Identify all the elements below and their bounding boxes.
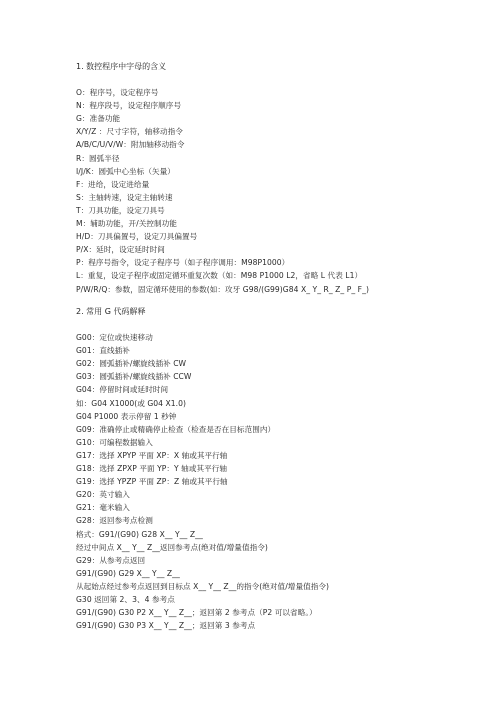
text-line: A/B/C/U/V/W：附加轴移动指令 — [76, 140, 185, 150]
text-line: P：程序号指令，设定子程序号（如子程序调用：M98P1000） — [76, 258, 290, 268]
text-line: O：程序号，设定程序号 — [76, 88, 159, 98]
text-line: G00：定位或快速移动 — [76, 333, 153, 343]
text-line: G28：返回参考点检测 — [76, 516, 153, 526]
text-line: G04：停留时间或延时时间 — [76, 385, 169, 395]
section-heading: 1. 数控程序中字母的含义 — [76, 62, 167, 71]
text-line: G17：选择 XPYP 平面 XP：X 轴或其平行轴 — [76, 450, 228, 460]
text-line: P/W/R/Q：参数，固定循环使用的参数(如：攻牙 G98/(G99)G84 X_ Y_ R_ Z_ P_ F_) — [76, 284, 369, 294]
text-line: G19：选择 YPZP 平面 ZP：Z 轴或其平行轴 — [76, 477, 228, 487]
text-line: 如：G04 X1000(或 G04 X1.0) — [76, 398, 186, 408]
text-line: G20：英寸输入 — [76, 490, 130, 500]
text-line: H/D：刀具偏置号，设定刀具偏置号 — [76, 232, 198, 242]
text-line: N：程序段号，设定程序顺序号 — [76, 101, 182, 111]
text-line: G02：圆弧插补/螺旋线插补 CW — [76, 359, 187, 369]
section-heading: 2. 常用 G 代码解释 — [76, 307, 146, 316]
text-line: G01：直线插补 — [76, 346, 130, 356]
text-line: G21：毫米输入 — [76, 503, 130, 513]
text-line: X/Y/Z ：尺寸字符，轴移动指令 — [76, 127, 183, 137]
text-line: G09：准确停止或精确停止检查（检查是否在目标范围内） — [76, 424, 276, 434]
spacer — [76, 318, 456, 331]
text-line: G30 返回第 2、3、4 参考点 — [76, 594, 175, 604]
text-line: G03：圆弧插补/螺旋线插补 CCW — [76, 372, 192, 382]
text-line: M：辅助功能，开/关控制功能 — [76, 219, 177, 229]
text-line: G91/(G90) G29 X__ Y__ Z__ — [76, 568, 180, 578]
text-line: L：重复，设定子程序或固定循环重复次数（如：M98 P1000 L2，省略 L 代表 L1） — [76, 271, 363, 281]
text-line: 经过中间点 X__ Y__ Z__返回参考点(绝对值/增量值指令) — [76, 542, 268, 552]
text-line: G：准备功能 — [76, 114, 121, 124]
text-line: S：主轴转速，设定主轴转速 — [76, 192, 173, 202]
text-line: 格式：G91/(G90) G28 X__ Y__ Z__ — [76, 529, 203, 539]
text-line: T：刀具功能，设定刀具号 — [76, 205, 165, 215]
text-line: G91/(G90) G30 P2 X__ Y__ Z__；返回第 2 参考点（P2 可以省略。） — [76, 608, 317, 618]
text-line: P/X：延时，设定延时时间 — [76, 245, 165, 255]
text-line: G18：选择 ZPXP 平面 YP：Y 轴或其平行轴 — [76, 464, 228, 474]
text-line: G29：从参考点返回 — [76, 555, 146, 565]
text-line: I/J/K：圆弧中心坐标（矢量） — [76, 166, 175, 176]
spacer — [76, 73, 456, 86]
text-line: G04 P1000 表示停留 1 秒钟 — [76, 411, 177, 421]
text-line: G91/(G90) G30 P3 X__ Y__ Z__；返回第 3 参考点 — [76, 621, 256, 631]
text-line: 从起始点经过参考点返回到目标点 X__ Y__ Z__的指令(绝对值/增量值指令) — [76, 581, 330, 591]
text-line: R：圆弧半径 — [76, 153, 120, 163]
text-line: F：进给，设定进给量 — [76, 179, 150, 189]
text-line: G10：可编程数据输入 — [76, 437, 153, 447]
section-letter-meanings — [76, 60, 456, 296]
section-g-codes — [76, 305, 456, 632]
